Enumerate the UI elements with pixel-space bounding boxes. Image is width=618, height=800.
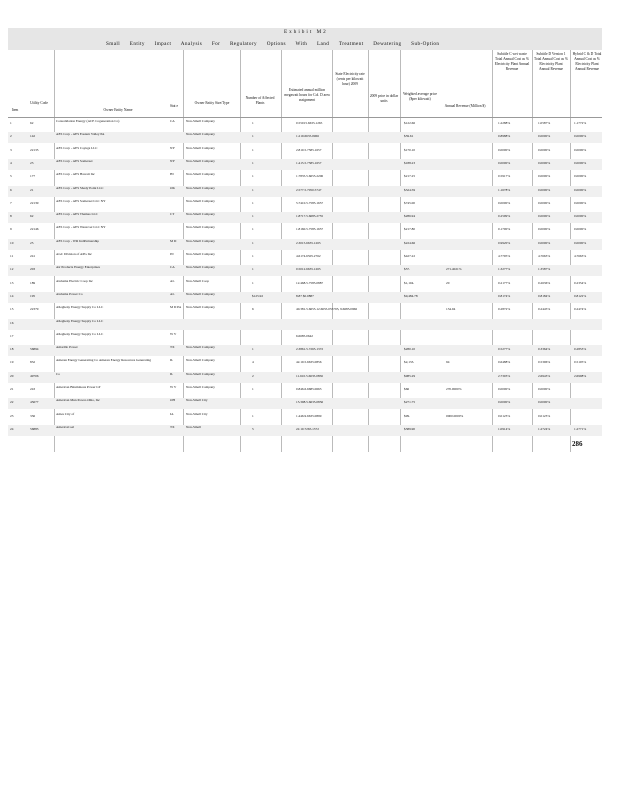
cell-c: 0.5917% (498, 174, 511, 179)
cell-type: Non-Small Company (186, 345, 215, 350)
cell-item: 17 (10, 333, 14, 338)
cell-code: 45677 (30, 400, 39, 405)
header-plants: Number of Affected Plants (245, 96, 275, 105)
cell-plants: 6 (252, 307, 254, 312)
cell-state: NY (170, 145, 175, 150)
cell-c: 0.0123% (498, 413, 511, 418)
cell-name: Allegheny Energy Supply Co LLC (56, 331, 104, 336)
cell-type: Non-Small Company (186, 198, 215, 203)
cell-wavg: $188.23 (404, 160, 416, 165)
cell-mwh: 11.610.5.6635.0856 (296, 373, 323, 378)
cell-name: AES Corp - AES Westover LLC NY (56, 225, 106, 230)
cell-wavg: $9,484.78 (404, 293, 418, 298)
cell-code: 336 (30, 413, 36, 418)
cell-rev: 94 (446, 360, 450, 365)
cell-code: 203 (30, 267, 36, 272)
cell-name: Co (56, 371, 60, 376)
cell-d: 0.0000% (538, 227, 551, 232)
cell-d: 0.8184% (538, 293, 551, 298)
cell-item: 10 (10, 240, 14, 245)
table-row (8, 305, 602, 316)
cell-c: 0.0000% (498, 400, 511, 405)
cell-plants: 1 (252, 121, 254, 125)
cell-plants: 1 (252, 214, 254, 219)
cell-h: 0.0000% (574, 214, 587, 219)
cell-type: Non-Small Company (186, 172, 215, 177)
cell-item: 5 (10, 174, 12, 179)
table-row (8, 225, 602, 236)
table-row (8, 132, 602, 143)
cell-state: TX (170, 345, 175, 350)
table-row (8, 172, 602, 183)
table-row (8, 146, 602, 157)
cell-type: Non-Small Company (186, 385, 215, 389)
cell-code: 21 (30, 187, 34, 192)
cell-h: 0.0000% (574, 187, 587, 192)
cell-name: Alabama Power Co (56, 291, 83, 296)
cell-code: 189 (30, 280, 36, 285)
cell-plants: 2 (252, 373, 254, 378)
cell-plants: 1 (252, 280, 254, 285)
cell-item: 7 (10, 200, 12, 205)
cell-d: 0.0000% (538, 160, 551, 165)
cell-d: 0.2636% (538, 280, 551, 285)
cell-d: 0.0000% (538, 387, 551, 391)
cell-rev: 20 (446, 280, 450, 285)
exhibit-subtitle: Small Entity Impact Analysis For Regulatory Options With Land Treatment Dewatering Sub-Option (106, 41, 440, 47)
cell-state: IA (170, 411, 174, 416)
cell-h: 0.0000% (574, 134, 587, 139)
header-weighted-avg: Weighted average price ($per kilowatt) (403, 92, 437, 101)
cell-c: 0.0000% (498, 160, 511, 165)
cell-c: 0.2599% (498, 214, 511, 219)
header-item: Item (11, 108, 19, 112)
cell-name: Consolidation Energy (ACE Cogeneration Co) (56, 119, 120, 123)
cell-code: 56883 (30, 426, 39, 431)
cell-c: 0.0000% (498, 147, 511, 152)
cell-c: 0.1700% (498, 227, 511, 232)
cell-item: 1 (10, 121, 12, 125)
cell-state: IN (170, 252, 174, 256)
cell-h: 0.0000% (574, 200, 587, 205)
cell-item: 6 (10, 187, 12, 192)
cell-code: 142 (30, 134, 36, 139)
cell-type: Non-Small City (186, 411, 208, 416)
cell-wavg: $57. (404, 267, 410, 272)
cell-mwh: 42.19.5.6635.0856 (296, 360, 322, 365)
header-owner-name: Owner Entity Name (103, 108, 133, 112)
cell-name: Allegheny Energy Supply Co LLC (56, 318, 104, 323)
cell-code: 22146 (30, 227, 39, 232)
table-row (8, 358, 602, 369)
cell-code: 177 (30, 174, 36, 179)
cell-mwh: 1.7835.5.6655.2206 (296, 174, 324, 179)
header-owner-type: Owner Entity Size/Type (194, 101, 230, 105)
cell-item: 15 (10, 307, 14, 312)
header-subtitle-c: Subtitle C wet waste Total Annual Cost as % Electricity Plant Annual Revenue (494, 52, 530, 71)
cell-c: 0.8988% (498, 134, 511, 139)
page-number: 286 (572, 440, 583, 448)
cell-c: 1.1678% (498, 187, 511, 192)
cell-code: 23 (30, 160, 34, 165)
cell-d: 0.0000% (538, 214, 551, 219)
cell-code: 195 (30, 293, 36, 298)
cell-mwh: 1.415.5.7585.1657 (296, 160, 322, 165)
cell-state: AL (170, 278, 175, 283)
cell-mwh: 1.8160.5.7585.1657 (296, 227, 324, 232)
cell-item: 14 (10, 293, 14, 298)
cell-item: 21 (10, 387, 14, 391)
cell-type: Non-Small Company (186, 225, 215, 230)
cell-state: CT (170, 212, 175, 217)
cell-plants: 1 (252, 254, 254, 258)
header-rule (8, 117, 602, 118)
cell-c: 0.6488% (498, 360, 511, 365)
header-subtitle-d: Subtitle D Version 1 Total Annual Cost as % Electricity Plant Annual Revenue (534, 52, 568, 71)
cell-h: 1.1772% (574, 121, 587, 125)
cell-item: 13 (10, 280, 14, 285)
cell-mwh: 24 10.7265.1372 (296, 426, 319, 431)
cell-wavg: $2,133. (404, 360, 415, 365)
cell-h: 0.0000% (574, 240, 587, 245)
table-row (8, 199, 602, 210)
cell-code: 56894 (30, 347, 39, 352)
table-row (8, 252, 602, 263)
cell-type: Non-Small Company (186, 358, 215, 363)
cell-h: 2.6998% (574, 373, 587, 378)
cell-item: 23 (10, 413, 14, 418)
cell-item: 12 (10, 267, 14, 272)
table-row (8, 425, 602, 436)
cell-wavg: $286.94 (404, 214, 416, 219)
header-state: Stat e (169, 104, 179, 108)
cell-plants: 1 (252, 174, 254, 179)
cell-d: 0.0000% (538, 400, 551, 405)
cell-c: 0.2177% (498, 280, 511, 285)
cell-item: 11 (10, 254, 14, 258)
cell-name: Ameren Energy Generating Co Ameren Energy Resources Generating (56, 358, 152, 363)
cell-wavg: $66 (404, 387, 410, 391)
table-row (8, 385, 602, 396)
cell-plants: 1 (252, 413, 254, 418)
cell-code: 241 (30, 254, 36, 258)
cell-type: Non-Small Company (186, 158, 215, 163)
cell-type: Non-Small Company (186, 145, 215, 150)
cell-h: 0.0000% (574, 227, 587, 232)
table-row (8, 265, 602, 276)
cell-name: AES Corp - WR IndPartnership (56, 238, 100, 243)
cell-mwh: 15.398.5.6635.0856 (296, 400, 324, 405)
cell-plants: 1 (252, 187, 254, 192)
cell-plants: 1 (252, 347, 254, 352)
cell-state: TX (170, 424, 175, 429)
cell-type: Non-Small Company (186, 132, 215, 137)
cell-name: AES Corp - AES Somerset LLC NY (56, 198, 106, 203)
cell-item: 8 (10, 214, 12, 219)
cell-wavg: $224.66 (404, 240, 416, 245)
cell-mwh: 1.446.9.6635.0899 (296, 413, 322, 418)
exhibit-title: Exhibit M2 (284, 29, 328, 35)
cell-wavg: $745.00 (404, 200, 416, 205)
cell-d: 0.3364% (538, 347, 551, 352)
cell-code: 832 (30, 360, 36, 365)
cell-h: 0.0000% (574, 174, 587, 179)
cell-mwh: 4.6174.6505.2762 (296, 254, 321, 258)
cell-mwh: 8.87 $0.0887 (296, 293, 314, 298)
cell-item: 18 (10, 347, 14, 352)
cell-name: AGC Division of APG Inc (56, 252, 92, 256)
cell-name: Air Products Energy Enterprises (56, 265, 100, 270)
cell-item: 2 (10, 134, 12, 139)
cell-mwh: 1.219.6635.0966 (296, 134, 319, 139)
cell-code: 49706 (30, 373, 39, 378)
cell-item: 4 (10, 160, 12, 165)
cell-c: 0.0000% (498, 200, 511, 205)
cell-wavg: $427.22 (404, 254, 416, 258)
header-retail-rate: State Electricity rate (cents per kilowatt hour) 2009 (335, 72, 365, 86)
cell-type: Non-Small Company (186, 265, 215, 270)
table-row (8, 398, 602, 409)
cell-mwh: 12.468.5.7585.0887 (296, 280, 324, 285)
cell-name: Ames City of (56, 411, 75, 416)
cell-state: OH (170, 398, 175, 403)
cell-h: 0.8122% (574, 293, 587, 298)
cell-plants: 1 (252, 227, 254, 232)
cell-code: 25 (30, 240, 34, 245)
cell-d: 0.0000% (538, 147, 551, 152)
cell-plants: 1 (252, 200, 254, 205)
cell-name: American Bituminous Power LP (56, 385, 101, 389)
table-row (8, 159, 602, 170)
cell-item: 24 (10, 426, 14, 431)
cell-d: 0.2445% (538, 307, 551, 312)
cell-c: 0.5277% (498, 347, 511, 352)
cell-mwh: 0.5012.6635.1265 (296, 267, 321, 272)
cell-plants: 4 (252, 360, 254, 365)
cell-plants: 1 (252, 160, 254, 165)
cell-h: 4.7663% (574, 254, 587, 258)
table-row (8, 119, 602, 130)
cell-mwh: 2.810.5.7585.1657 (296, 147, 322, 152)
cell-type: Non-Small City (186, 398, 208, 403)
table-row (8, 239, 602, 250)
cell-code: 62 (30, 214, 34, 219)
cell-h: 0.5105% (574, 360, 587, 365)
cell-rev: 134.94 (446, 307, 456, 312)
cell-plants: $125.92 (252, 293, 264, 298)
cell-mwh: 6.6685.0642 (296, 333, 313, 338)
cell-state: IL (170, 371, 174, 376)
cell-name: Allegheny Energy Supply Co LLC (56, 305, 104, 310)
cell-type: Non-Small Coop (186, 278, 210, 283)
table-row (8, 372, 602, 383)
cell-code: 243 (30, 387, 36, 391)
cell-c: 1.3277% (498, 267, 511, 272)
cell-c: 2.7303% (498, 373, 511, 378)
cell-h: 0.2354% (574, 280, 587, 285)
cell-wavg: $217.80 (404, 227, 416, 232)
table-row (8, 186, 602, 197)
cell-plants: 1 (252, 387, 254, 391)
cell-type: Non-Small Company (186, 212, 215, 217)
cell-wavg: $1,104. (404, 280, 415, 285)
cell-c: 0.9920% (498, 240, 511, 245)
cell-type: Non-Small Company (186, 119, 215, 123)
cell-mwh: 2.3015.6635.1265 (296, 240, 321, 245)
cell-name: American Mun Power-Ohio, Inc (56, 398, 100, 403)
cell-c: 1.2288% (498, 121, 511, 125)
cell-wavg: $217.25 (404, 174, 416, 179)
cell-type: Non-Small (186, 424, 201, 429)
cell-code: 62 (30, 121, 34, 125)
cell-name: AES Corp - AES Somerset (56, 158, 93, 163)
cell-d: 0.0000% (538, 134, 551, 139)
cell-state: HI (170, 172, 174, 177)
cell-state: AL (170, 291, 175, 296)
cell-d: 4.7663% (538, 254, 551, 258)
cell-h: 0.0000% (574, 160, 587, 165)
cell-wavg: $389.90 (404, 426, 416, 431)
cell-name: Amarillo Power (56, 345, 78, 350)
cell-name: AES Corp - AES Shady Point LLC (56, 185, 104, 190)
cell-name: AES Corp - AES Thames LLC (56, 212, 98, 217)
cell-d: 0.0123% (538, 413, 551, 418)
cell-item: 19 (10, 360, 14, 365)
cell-name: AES Corp - AES Eastern Valley PA (56, 132, 105, 137)
cell-d: 0.0000% (538, 174, 551, 179)
cell-mwh: 0.846.6.6685.0663 (296, 387, 322, 391)
cell-rev: 270.0000% (446, 387, 462, 391)
cell-item: 3 (10, 147, 12, 152)
cell-item: 22 (10, 400, 14, 405)
cell-state: CA (170, 119, 175, 123)
table-row (8, 345, 602, 356)
cell-item: 9 (10, 227, 12, 232)
cell-c: 0.0000% (498, 387, 511, 391)
cell-state: W V (170, 331, 177, 336)
cell-d: 2.6943% (538, 373, 551, 378)
table-row (8, 332, 602, 343)
cell-state: M D (170, 238, 177, 243)
cell-rev: 0000.0000% (446, 413, 464, 418)
cell-item: 16 (10, 320, 14, 325)
cell-item: 20 (10, 373, 14, 378)
cell-mwh: 2.3861.5.7265.1372 (296, 347, 324, 352)
cell-wavg: $59.61 (404, 134, 414, 139)
cell-c: 0.2872% (498, 307, 511, 312)
cell-code: 22139 (30, 200, 39, 205)
cell-type: Non-Small Company (186, 305, 215, 310)
cell-h: 0.0000% (574, 147, 587, 152)
table-row (8, 279, 602, 290)
cell-c: 0.8174% (498, 293, 511, 298)
cell-plants: 1 (252, 134, 254, 139)
header-compliance: Estimated annual million megawatt hours for Col. D area assignment (284, 88, 330, 102)
cell-mwh: 2.577.5.7050.5747 (296, 187, 322, 192)
cell-d: 0.5396% (538, 360, 551, 365)
cell-plants: 1 (252, 240, 254, 245)
cell-name: AES Corp - AES Hawaii Inc (56, 172, 95, 177)
cell-wavg: $122.66 (404, 121, 416, 125)
cell-name: AmericaCoal (56, 424, 75, 429)
cell-code: 22135 (30, 147, 39, 152)
cell-h: 0.2853% (574, 347, 587, 352)
cell-mwh: 5.7410.5.7585.1657 (296, 200, 324, 205)
cell-d: 0.0000% (538, 240, 551, 245)
table-row (8, 319, 602, 330)
cell-wavg: $324.59 (404, 187, 416, 192)
cell-type: Non-Small Company (186, 291, 215, 296)
header-revenue: Annual Revenue (Million $) (444, 104, 486, 108)
cell-plants: 5 (252, 426, 254, 431)
cell-wavg: $170.10 (404, 147, 416, 152)
cell-wavg: $985.29 (404, 373, 416, 378)
cell-state: OK (170, 185, 175, 190)
cell-name: Alabama Electric Coop Inc (56, 278, 93, 283)
cell-mwh: 0.55015.6635.1265 (296, 121, 323, 125)
cell-wavg: $271.75 (404, 400, 416, 405)
table-row (8, 212, 602, 223)
cell-d: 1.0587% (538, 121, 551, 125)
cell-d: 1.2724% (538, 426, 551, 431)
cell-type: Non-Small Company (186, 238, 215, 243)
cell-d: 0.0000% (538, 200, 551, 205)
cell-d: 0.0000% (538, 187, 551, 192)
cell-code: 22379 (30, 307, 39, 312)
cell-mwh: 40.381.5.6655.12.6655.055795, 9.6685.0966 (296, 307, 358, 312)
cell-state: M D PA (170, 305, 182, 310)
cell-type: Non-Small Company (186, 371, 215, 376)
cell-d: 1.3587% (538, 267, 551, 272)
cell-wavg: $280.10 (404, 347, 416, 352)
cell-wavg: $99. (404, 413, 410, 418)
cell-plants: 1 (252, 147, 254, 152)
cell-state: W V (170, 385, 177, 389)
cell-name: AES Corp - AES Cayuga LLC (56, 145, 98, 150)
cell-state: IL (170, 358, 174, 363)
cell-type: Non-Small Company (186, 252, 215, 256)
cell-plants: 1 (252, 267, 254, 272)
cell-state: CA (170, 265, 175, 270)
table-row (8, 292, 602, 303)
cell-type: Non-Small Company (186, 185, 215, 190)
cell-h: 1.2771% (574, 426, 587, 431)
cell-c: 1.0914% (498, 426, 511, 431)
cell-state: NY (170, 158, 175, 163)
cell-mwh: 1.8717.5.6685.2755 (296, 214, 324, 219)
cell-c: 4.7795% (498, 254, 511, 258)
table-row (8, 412, 602, 423)
cell-rev: 271.4021% (446, 267, 462, 272)
header-hybrid: Hybrid C & D Total Annual Cost as % Electricity Plant Annual Revenue (572, 52, 602, 71)
header-utility-code: Utility Code (30, 101, 48, 105)
header-conversion: 2009 price in dollar units (369, 94, 399, 103)
cell-h: 0.2474% (574, 307, 587, 312)
